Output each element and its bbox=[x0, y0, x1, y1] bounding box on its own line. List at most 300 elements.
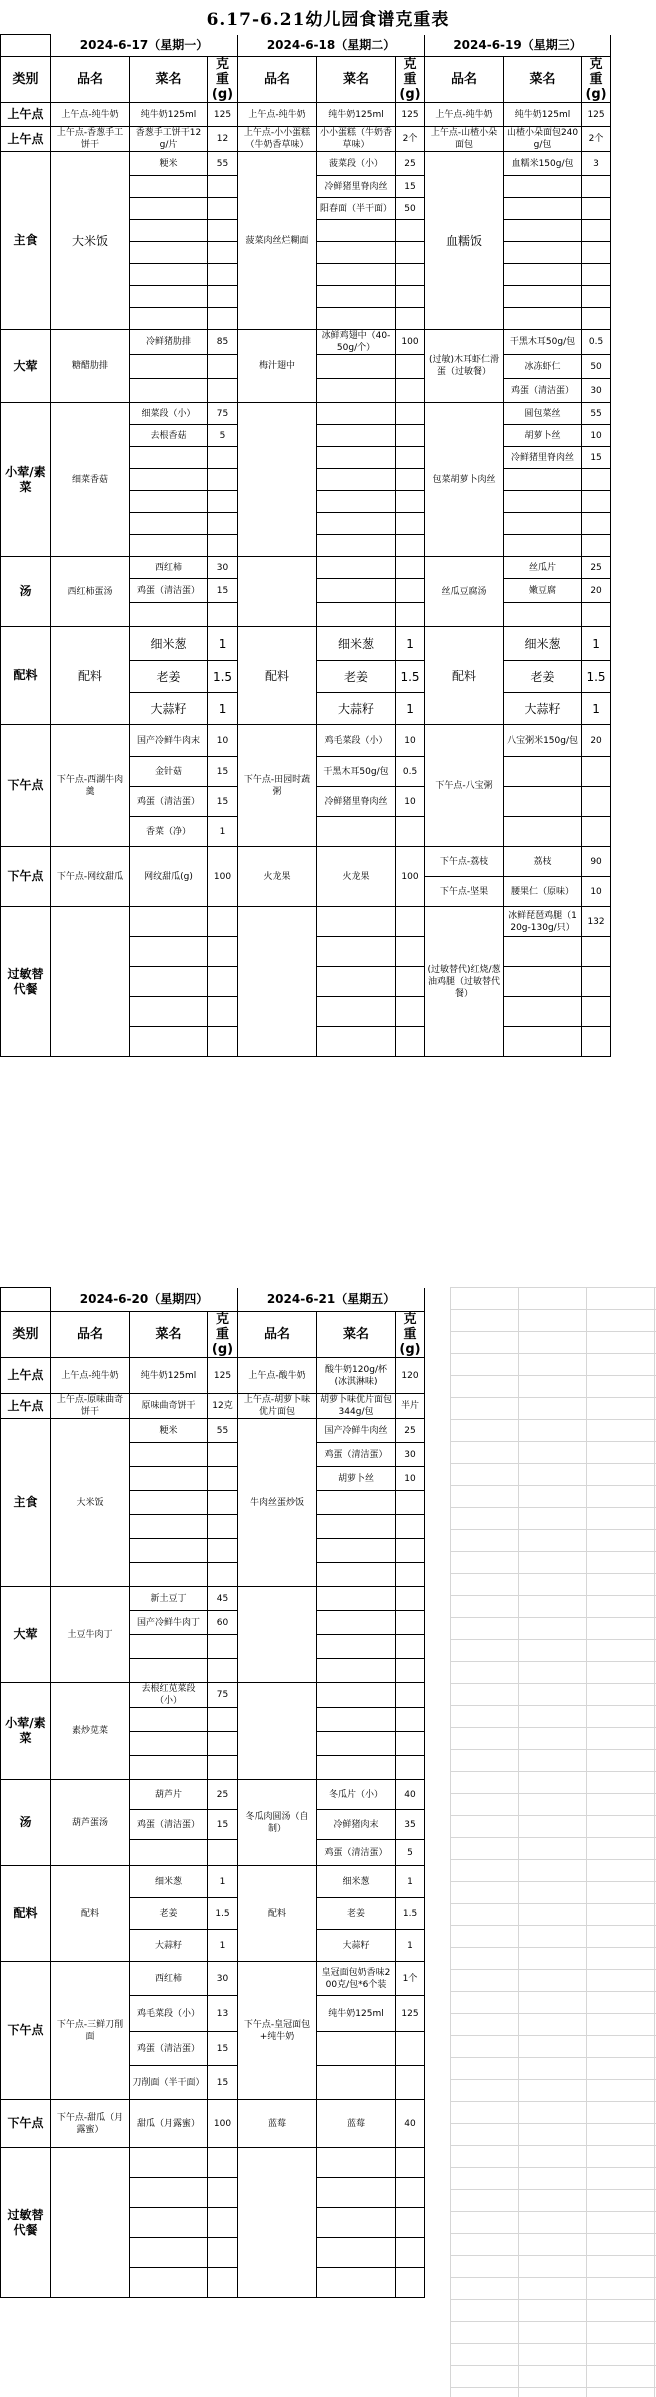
weight-cell: 12 bbox=[208, 127, 238, 152]
weight-cell bbox=[396, 242, 425, 264]
weight-cell bbox=[582, 308, 611, 330]
table-row bbox=[1, 627, 611, 661]
dish-cell bbox=[317, 308, 396, 330]
table-row bbox=[1, 1358, 425, 1394]
dish-cell: 冷鲜猪肋排 bbox=[130, 330, 208, 355]
weight-cell bbox=[582, 603, 611, 627]
weight-cell bbox=[208, 220, 238, 242]
dish-cell bbox=[317, 242, 396, 264]
weight-cell bbox=[396, 1027, 425, 1057]
header-weight: 克重 (g) bbox=[208, 57, 238, 103]
weight-cell: 25 bbox=[396, 1419, 425, 1443]
dish-cell bbox=[317, 2208, 396, 2238]
dish-cell: 干黑木耳50g/包 bbox=[317, 757, 396, 787]
weight-cell bbox=[208, 198, 238, 220]
item-cell: 上午点-香葱手工饼干 bbox=[51, 127, 130, 152]
dish-cell bbox=[504, 242, 582, 264]
weight-cell: 132 bbox=[582, 907, 611, 937]
weight-cell: 1 bbox=[396, 693, 425, 725]
item-cell: 配料 bbox=[238, 627, 317, 725]
weight-cell: 30 bbox=[396, 1443, 425, 1467]
weight-cell: 1 bbox=[208, 693, 238, 725]
weight-cell: 125 bbox=[208, 103, 238, 127]
weight-cell bbox=[208, 513, 238, 535]
table-row bbox=[1, 907, 611, 937]
dish-cell bbox=[317, 513, 396, 535]
weight-cell: 5 bbox=[396, 1840, 425, 1866]
weight-cell bbox=[396, 1491, 425, 1515]
header-dish: 菜名 bbox=[317, 57, 396, 103]
weight-cell bbox=[208, 1539, 238, 1563]
table-row bbox=[1, 2148, 425, 2178]
dish-cell bbox=[317, 557, 396, 579]
category-cell: 下午点 bbox=[1, 1962, 51, 2100]
dish-cell bbox=[317, 1611, 396, 1635]
day-header: 2024-6-20（星期四） bbox=[51, 1288, 238, 1312]
weight-cell: 40 bbox=[396, 1780, 425, 1810]
weight-cell: 3 bbox=[582, 152, 611, 176]
dish-cell: 冷鲜猪里脊肉丝 bbox=[317, 176, 396, 198]
weight-cell bbox=[582, 967, 611, 997]
weight-cell bbox=[582, 286, 611, 308]
dish-cell: 鸡蛋（清洁蛋） bbox=[504, 379, 582, 403]
item-cell: 上午点-胡萝卜味优片面包 bbox=[238, 1394, 317, 1419]
weight-cell: 15 bbox=[582, 447, 611, 469]
category-cell: 下午点 bbox=[1, 2100, 51, 2148]
dish-cell: 细米葱 bbox=[130, 627, 208, 661]
dish-cell: 老姜 bbox=[317, 1898, 396, 1930]
item-cell: 火龙果 bbox=[238, 847, 317, 907]
dish-cell bbox=[130, 1443, 208, 1467]
dish-cell bbox=[317, 2178, 396, 2208]
weight-cell bbox=[208, 2238, 238, 2268]
category-cell: 下午点 bbox=[1, 725, 51, 847]
dish-cell bbox=[504, 469, 582, 491]
weight-cell bbox=[208, 242, 238, 264]
weight-cell bbox=[208, 997, 238, 1027]
weight-cell: 35 bbox=[396, 1810, 425, 1840]
weight-cell bbox=[396, 1659, 425, 1683]
dish-cell: 八宝粥米150g/包 bbox=[504, 725, 582, 757]
dish-cell bbox=[317, 1683, 396, 1708]
weight-cell bbox=[396, 264, 425, 286]
dish-cell: 细米葱 bbox=[504, 627, 582, 661]
dish-cell bbox=[130, 1563, 208, 1587]
category-cell: 上午点 bbox=[1, 103, 51, 127]
empty-grid bbox=[450, 1287, 656, 2397]
item-cell: 下午点-荔枝 bbox=[425, 847, 504, 877]
table-row bbox=[1, 127, 611, 152]
weight-cell: 120 bbox=[396, 1358, 425, 1394]
item-cell: 大米饭 bbox=[51, 152, 130, 330]
weight-cell bbox=[396, 817, 425, 847]
dish-cell bbox=[130, 220, 208, 242]
weight-cell bbox=[396, 308, 425, 330]
dish-cell: 鸡毛菜段（小） bbox=[317, 725, 396, 757]
header-item: 品名 bbox=[51, 57, 130, 103]
category-cell: 过敏替代餐 bbox=[1, 907, 51, 1057]
weight-cell bbox=[582, 176, 611, 198]
dish-cell bbox=[504, 603, 582, 627]
weight-cell: 0.5 bbox=[396, 757, 425, 787]
weight-cell bbox=[396, 355, 425, 379]
dish-cell bbox=[130, 1732, 208, 1756]
weight-cell bbox=[396, 220, 425, 242]
item-cell: 上午点-纯牛奶 bbox=[51, 1358, 130, 1394]
weight-cell bbox=[208, 1659, 238, 1683]
weight-cell: 20 bbox=[582, 725, 611, 757]
header-dish: 菜名 bbox=[130, 57, 208, 103]
dish-cell bbox=[317, 425, 396, 447]
dish-cell: 阳春面（半干面） bbox=[317, 198, 396, 220]
category-cell: 上午点 bbox=[1, 127, 51, 152]
table-row bbox=[1, 1312, 425, 1358]
dish-cell bbox=[130, 535, 208, 557]
dish-cell bbox=[317, 907, 396, 937]
category-cell: 小荤/素菜 bbox=[1, 1683, 51, 1780]
dish-cell bbox=[504, 937, 582, 967]
dish-cell: 鸡蛋（清洁蛋） bbox=[130, 1810, 208, 1840]
table-row bbox=[1, 1587, 425, 1611]
item-cell: 下午点-坚果 bbox=[425, 877, 504, 907]
item-cell: 下午点-八宝粥 bbox=[425, 725, 504, 847]
weight-cell: 100 bbox=[208, 847, 238, 907]
weight-cell bbox=[582, 198, 611, 220]
header-item: 品名 bbox=[425, 57, 504, 103]
dish-cell: 老姜 bbox=[130, 1898, 208, 1930]
item-cell: 下午点-田园时蔬粥 bbox=[238, 725, 317, 847]
weight-cell: 85 bbox=[208, 330, 238, 355]
table-row bbox=[1, 1683, 425, 1708]
weight-cell bbox=[208, 2178, 238, 2208]
item-cell: 下午点-西湖牛肉羹 bbox=[51, 725, 130, 847]
table-row bbox=[1, 1394, 425, 1419]
item-cell: 冬瓜肉圆汤（自制） bbox=[238, 1780, 317, 1866]
dish-cell: 腰果仁（原味） bbox=[504, 877, 582, 907]
table-row bbox=[1, 1962, 425, 1996]
dish-cell bbox=[504, 264, 582, 286]
dish-cell bbox=[130, 513, 208, 535]
category-cell: 过敏替代餐 bbox=[1, 2148, 51, 2298]
dish-cell bbox=[130, 2148, 208, 2178]
corner-cell bbox=[1, 1288, 51, 1312]
dish-cell: 香菜（净） bbox=[130, 817, 208, 847]
weight-cell: 13 bbox=[208, 1996, 238, 2032]
dish-cell: 山楂小朵面包240g/包 bbox=[504, 127, 582, 152]
dish-cell bbox=[130, 907, 208, 937]
item-cell: 包菜胡萝卜肉丝 bbox=[425, 403, 504, 557]
weight-cell bbox=[582, 937, 611, 967]
weight-cell bbox=[208, 308, 238, 330]
dish-cell: 新土豆丁 bbox=[130, 1587, 208, 1611]
weight-cell bbox=[396, 2148, 425, 2178]
dish-cell: 国产冷鲜牛肉末 bbox=[130, 725, 208, 757]
item-cell: (过敏)木耳虾仁滑蛋（过敏餐） bbox=[425, 330, 504, 403]
dish-cell bbox=[317, 1756, 396, 1780]
item-cell: 配料 bbox=[425, 627, 504, 725]
dish-cell bbox=[130, 2208, 208, 2238]
weight-cell: 60 bbox=[208, 1611, 238, 1635]
weight-cell: 10 bbox=[396, 725, 425, 757]
weight-cell: 30 bbox=[208, 557, 238, 579]
dish-cell: 粳米 bbox=[130, 152, 208, 176]
weight-cell: 1.5 bbox=[208, 1898, 238, 1930]
weight-cell bbox=[396, 1683, 425, 1708]
category-cell: 主食 bbox=[1, 1419, 51, 1587]
item-cell: 上午点-纯牛奶 bbox=[238, 103, 317, 127]
weight-cell: 15 bbox=[208, 1810, 238, 1840]
dish-cell: 大蒜籽 bbox=[130, 1930, 208, 1962]
weight-cell bbox=[396, 2178, 425, 2208]
weight-cell bbox=[396, 403, 425, 425]
table-row bbox=[1, 403, 611, 425]
dish-cell: 大蒜籽 bbox=[130, 693, 208, 725]
week2-table bbox=[0, 1287, 425, 2298]
header-weight: 克重 (g) bbox=[582, 57, 611, 103]
weight-cell bbox=[582, 264, 611, 286]
weight-cell bbox=[208, 1027, 238, 1057]
item-cell: 蓝莓 bbox=[238, 2100, 317, 2148]
weight-cell bbox=[396, 603, 425, 627]
weight-cell bbox=[396, 1635, 425, 1659]
dish-cell bbox=[504, 967, 582, 997]
weight-cell bbox=[396, 937, 425, 967]
day-header: 2024-6-18（星期二） bbox=[238, 35, 425, 57]
weight-cell: 55 bbox=[208, 1419, 238, 1443]
dish-cell bbox=[317, 817, 396, 847]
weight-cell: 1.5 bbox=[208, 661, 238, 693]
weight-cell: 20 bbox=[582, 579, 611, 603]
weight-cell: 15 bbox=[208, 2032, 238, 2066]
weight-cell: 10 bbox=[208, 725, 238, 757]
weight-cell bbox=[582, 242, 611, 264]
dish-cell: 去根香菇 bbox=[130, 425, 208, 447]
weight-cell: 1 bbox=[396, 1866, 425, 1898]
item-cell: 牛肉丝蛋炒饭 bbox=[238, 1419, 317, 1587]
table-row bbox=[1, 330, 611, 355]
dish-cell bbox=[504, 286, 582, 308]
dish-cell bbox=[504, 198, 582, 220]
category-cell: 汤 bbox=[1, 1780, 51, 1866]
weight-cell: 12克 bbox=[208, 1394, 238, 1419]
dish-cell: 纯牛奶125ml bbox=[130, 103, 208, 127]
dish-cell: 大蒜籽 bbox=[317, 1930, 396, 1962]
weight-cell bbox=[582, 491, 611, 513]
dish-cell: 蓝莓 bbox=[317, 2100, 396, 2148]
table-row bbox=[1, 103, 611, 127]
dish-cell: 小小蛋糕（牛奶香草味） bbox=[317, 127, 396, 152]
weight-cell: 15 bbox=[208, 787, 238, 817]
item-cell: 下午点-三鲜刀削面 bbox=[51, 1962, 130, 2100]
dish-cell: 纯牛奶125ml bbox=[504, 103, 582, 127]
weight-cell: 1 bbox=[582, 627, 611, 661]
dish-cell bbox=[130, 1467, 208, 1491]
weight-cell bbox=[396, 967, 425, 997]
dish-cell bbox=[130, 1840, 208, 1866]
header-dish: 菜名 bbox=[504, 57, 582, 103]
weight-cell: 100 bbox=[208, 2100, 238, 2148]
weight-cell bbox=[396, 447, 425, 469]
weight-cell bbox=[396, 907, 425, 937]
item-cell: 下午点-网纹甜瓜 bbox=[51, 847, 130, 907]
dish-cell: 菠菜段（小） bbox=[317, 152, 396, 176]
table-row bbox=[1, 2100, 425, 2148]
weight-cell: 40 bbox=[396, 2100, 425, 2148]
dish-cell: 粳米 bbox=[130, 1419, 208, 1443]
item-cell: 上午点-原味曲奇饼干 bbox=[51, 1394, 130, 1419]
weight-cell: 15 bbox=[208, 2066, 238, 2100]
weight-cell bbox=[208, 355, 238, 379]
weight-cell: 30 bbox=[208, 1962, 238, 1996]
dish-cell bbox=[130, 1515, 208, 1539]
weight-cell: 50 bbox=[396, 198, 425, 220]
weight-cell bbox=[396, 1756, 425, 1780]
weight-cell bbox=[208, 535, 238, 557]
dish-cell: 大蒜籽 bbox=[317, 693, 396, 725]
dish-cell bbox=[317, 355, 396, 379]
weight-cell bbox=[582, 817, 611, 847]
item-cell bbox=[51, 907, 130, 1057]
dish-cell bbox=[317, 1539, 396, 1563]
dish-cell: 西红柿 bbox=[130, 557, 208, 579]
weight-cell: 1 bbox=[396, 627, 425, 661]
weight-cell bbox=[208, 1491, 238, 1515]
dish-cell bbox=[504, 1027, 582, 1057]
dish-cell: 丝瓜片 bbox=[504, 557, 582, 579]
weight-cell bbox=[208, 2148, 238, 2178]
item-cell bbox=[238, 557, 317, 627]
weight-cell: 1.5 bbox=[396, 1898, 425, 1930]
weight-cell bbox=[396, 2238, 425, 2268]
weight-cell bbox=[582, 220, 611, 242]
item-cell: 糖醋肋排 bbox=[51, 330, 130, 403]
dish-cell bbox=[504, 513, 582, 535]
weight-cell bbox=[582, 787, 611, 817]
dish-cell bbox=[130, 1635, 208, 1659]
item-cell: 血糯饭 bbox=[425, 152, 504, 330]
dish-cell: 鸡蛋（清洁蛋） bbox=[130, 2032, 208, 2066]
weight-cell: 2个 bbox=[396, 127, 425, 152]
dish-cell: 纯牛奶125ml bbox=[317, 103, 396, 127]
weight-cell bbox=[208, 907, 238, 937]
weight-cell: 1.5 bbox=[396, 661, 425, 693]
category-cell: 下午点 bbox=[1, 847, 51, 907]
weight-cell: 25 bbox=[208, 1780, 238, 1810]
header-weight: 克重 (g) bbox=[396, 1312, 425, 1358]
weight-cell bbox=[396, 2208, 425, 2238]
weight-cell bbox=[396, 379, 425, 403]
weight-cell: 1.5 bbox=[582, 661, 611, 693]
dish-cell: 血糯米150g/包 bbox=[504, 152, 582, 176]
dish-cell bbox=[317, 1563, 396, 1587]
dish-cell bbox=[130, 355, 208, 379]
weight-cell bbox=[208, 264, 238, 286]
dish-cell bbox=[317, 491, 396, 513]
weight-cell bbox=[396, 2066, 425, 2100]
category-cell: 汤 bbox=[1, 557, 51, 627]
dish-cell bbox=[504, 308, 582, 330]
category-cell: 大荤 bbox=[1, 1587, 51, 1683]
dish-cell: 香葱手工饼干12g/片 bbox=[130, 127, 208, 152]
item-cell: 土豆牛肉丁 bbox=[51, 1587, 130, 1683]
weight-cell bbox=[396, 1587, 425, 1611]
dish-cell: 鸡蛋（清洁蛋） bbox=[130, 579, 208, 603]
weight-cell bbox=[582, 997, 611, 1027]
weight-cell: 1 bbox=[208, 1930, 238, 1962]
dish-cell: 嫩豆腐 bbox=[504, 579, 582, 603]
dish-cell: 细米葱 bbox=[317, 1866, 396, 1898]
header-weight: 克重 (g) bbox=[396, 57, 425, 103]
dish-cell bbox=[130, 2178, 208, 2208]
header-dish: 菜名 bbox=[130, 1312, 208, 1358]
dish-cell bbox=[130, 997, 208, 1027]
header-category: 类别 bbox=[1, 57, 51, 103]
item-cell: 上午点-山楂小朵面包 bbox=[425, 127, 504, 152]
dish-cell bbox=[317, 379, 396, 403]
weight-cell: 1 bbox=[208, 627, 238, 661]
day-header: 2024-6-17（星期一） bbox=[51, 35, 238, 57]
weight-cell bbox=[208, 379, 238, 403]
header-category: 类别 bbox=[1, 1312, 51, 1358]
item-cell bbox=[238, 1683, 317, 1780]
weight-cell bbox=[396, 579, 425, 603]
dish-cell bbox=[130, 1491, 208, 1515]
item-cell bbox=[238, 907, 317, 1057]
dish-cell: 冷鲜猪里脊肉丝 bbox=[317, 787, 396, 817]
weight-cell bbox=[396, 997, 425, 1027]
weight-cell: 5 bbox=[208, 425, 238, 447]
dish-cell bbox=[130, 1708, 208, 1732]
dish-cell: 细菜段（小） bbox=[130, 403, 208, 425]
weight-cell: 10 bbox=[396, 1467, 425, 1491]
weight-cell bbox=[208, 1840, 238, 1866]
dish-cell bbox=[317, 603, 396, 627]
weight-cell: 1 bbox=[208, 817, 238, 847]
weight-cell bbox=[396, 1611, 425, 1635]
item-cell bbox=[51, 2148, 130, 2298]
weight-cell: 半片 bbox=[396, 1394, 425, 1419]
dish-cell bbox=[504, 817, 582, 847]
table-row bbox=[1, 847, 611, 877]
weight-cell bbox=[396, 557, 425, 579]
weight-cell: 1 bbox=[396, 1930, 425, 1962]
dish-cell bbox=[130, 198, 208, 220]
dish-cell bbox=[504, 997, 582, 1027]
weight-cell bbox=[396, 469, 425, 491]
dish-cell bbox=[130, 447, 208, 469]
dish-cell bbox=[317, 220, 396, 242]
weight-cell bbox=[396, 535, 425, 557]
weight-cell: 10 bbox=[396, 787, 425, 817]
dish-cell bbox=[317, 2238, 396, 2268]
table-row bbox=[1, 57, 611, 103]
dish-cell bbox=[317, 535, 396, 557]
weight-cell bbox=[208, 937, 238, 967]
dish-cell bbox=[317, 1659, 396, 1683]
table-row bbox=[1, 557, 611, 579]
item-cell: 梅汁翅中 bbox=[238, 330, 317, 403]
weight-cell bbox=[208, 2208, 238, 2238]
dish-cell: 细米葱 bbox=[317, 627, 396, 661]
table-row bbox=[1, 1419, 425, 1443]
weight-cell bbox=[396, 425, 425, 447]
weight-cell bbox=[208, 1515, 238, 1539]
table-row bbox=[1, 1780, 425, 1810]
weight-cell bbox=[208, 1756, 238, 1780]
dish-cell: 纯牛奶125ml bbox=[317, 1996, 396, 2032]
category-cell: 小荤/素菜 bbox=[1, 403, 51, 557]
weight-cell: 45 bbox=[208, 1587, 238, 1611]
